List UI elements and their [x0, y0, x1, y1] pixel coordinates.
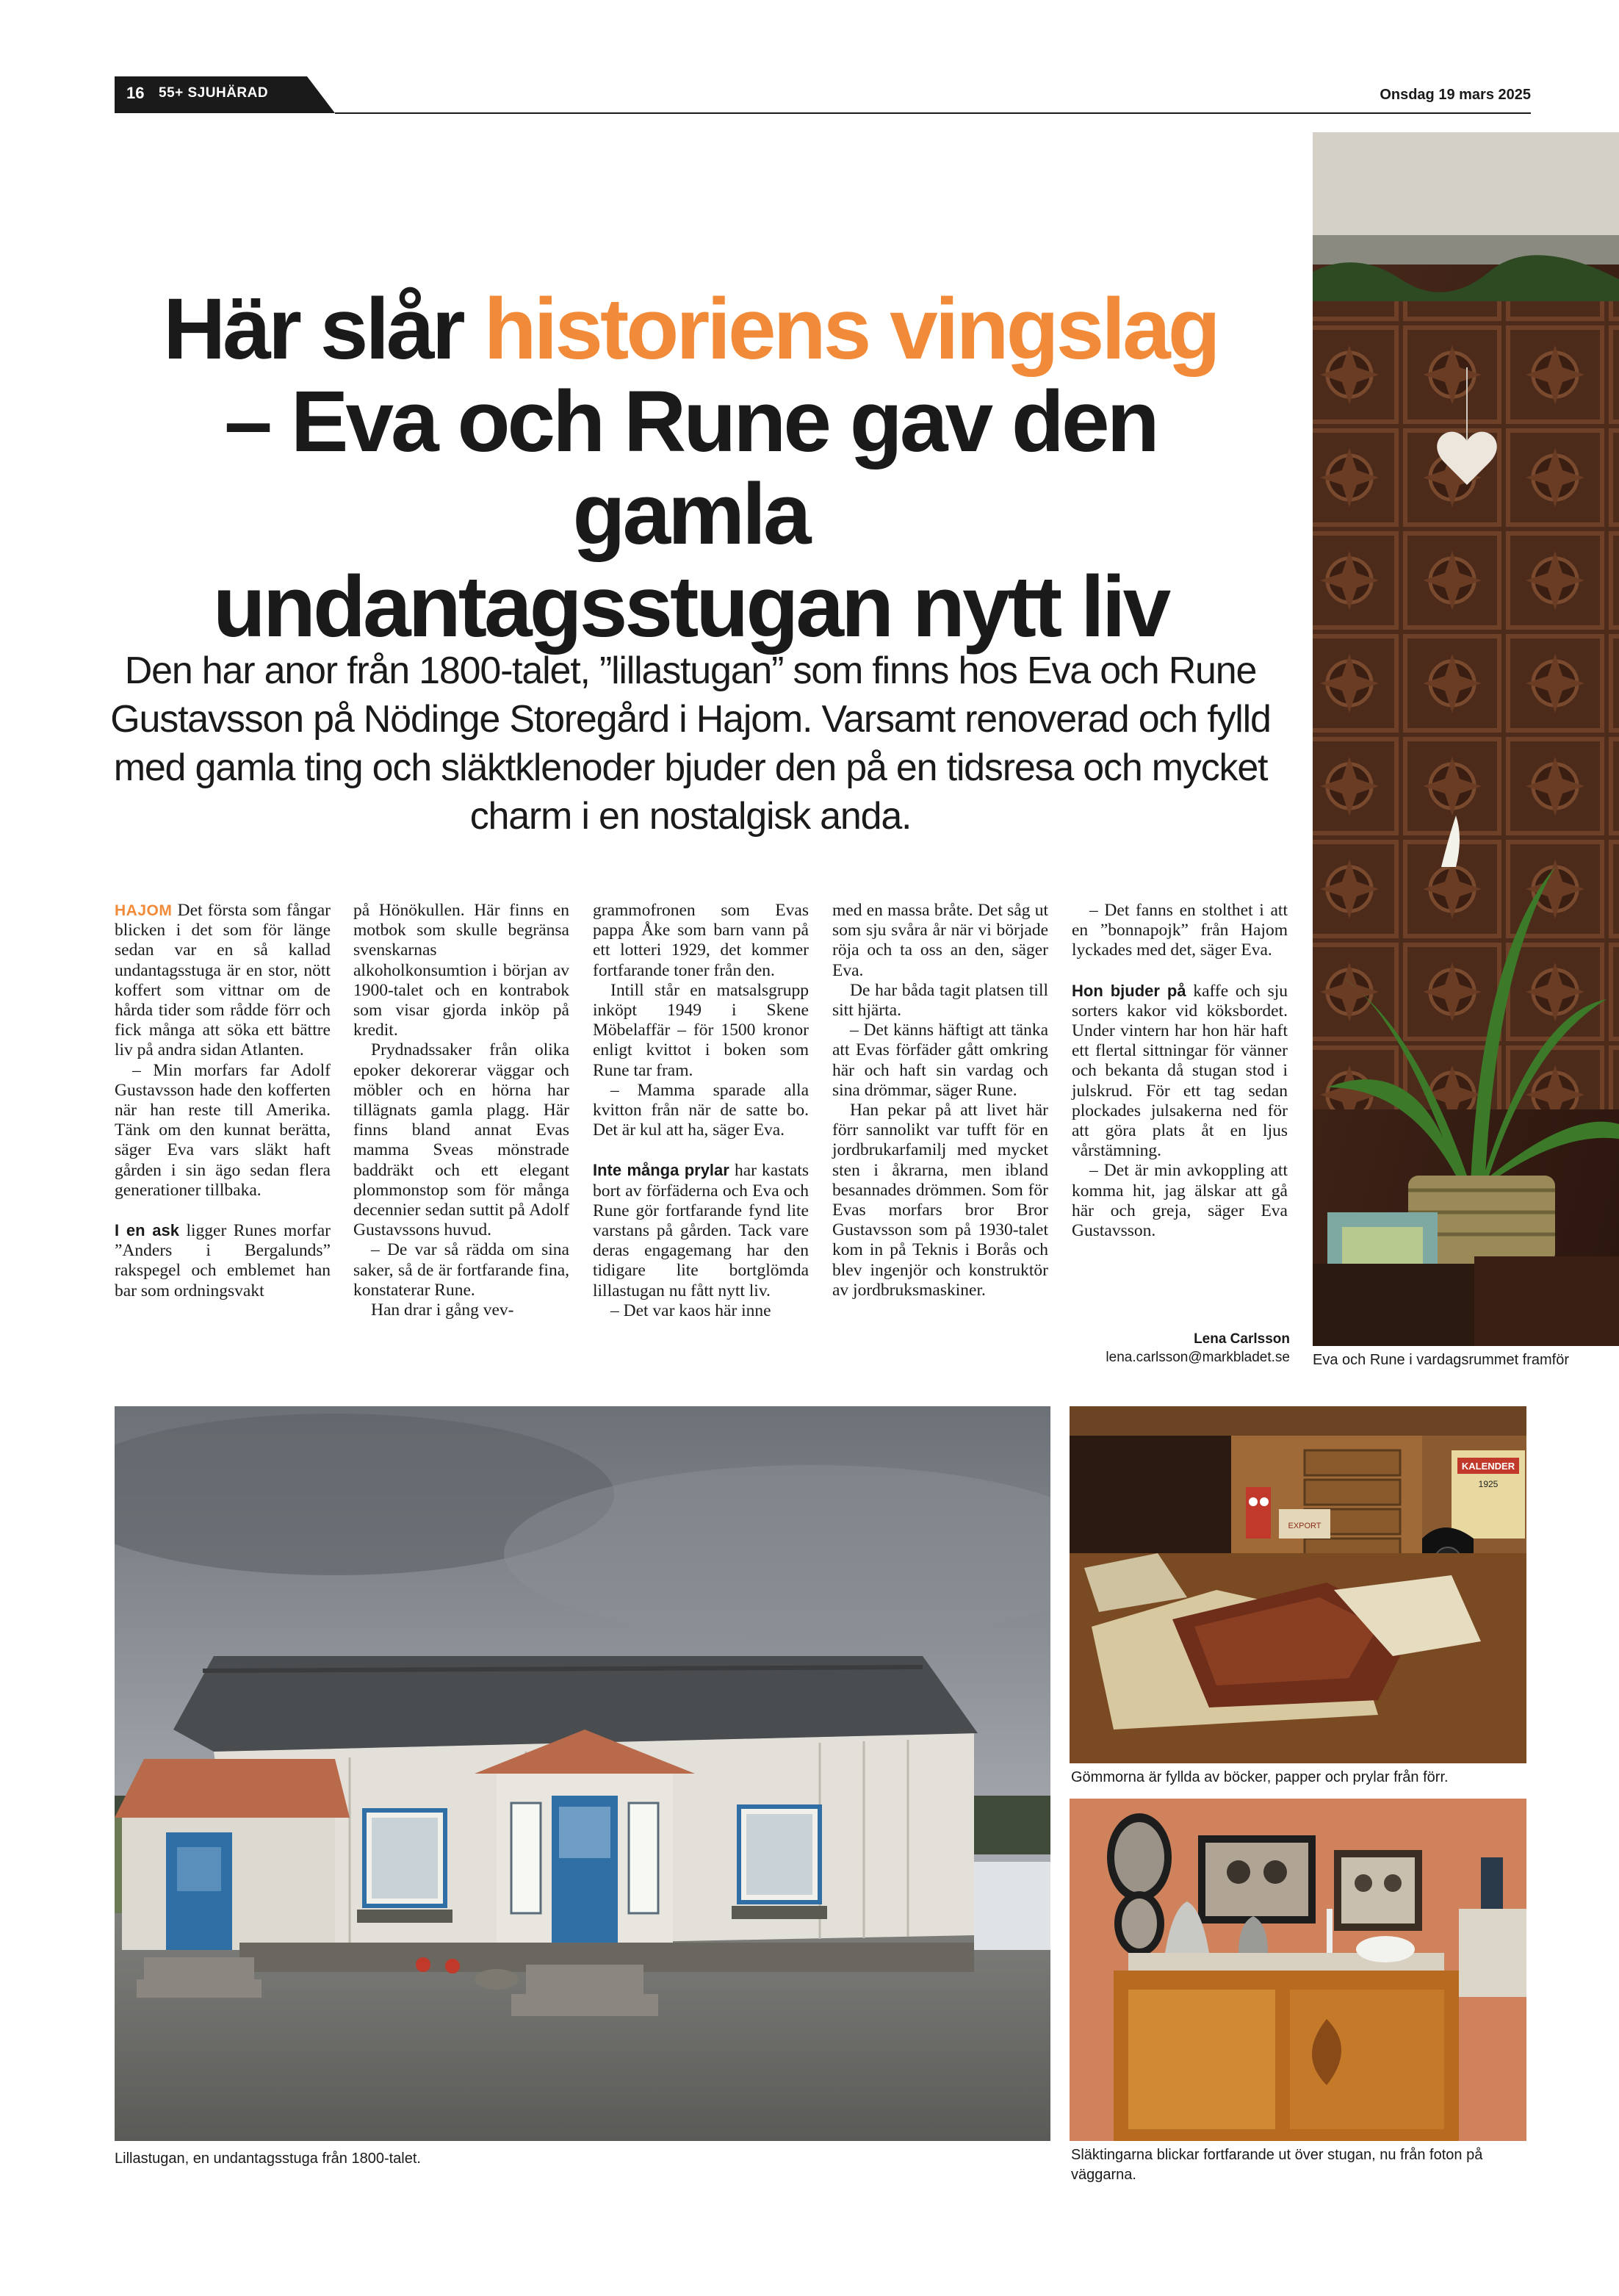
col4-p3: – Det känns häftigt att tänka att Evas förfäder gått omkring här och haft sin vardag och sina drömmar, säger Rune.: [832, 1021, 1048, 1100]
col5-kicker: Hon bjuder på: [1072, 981, 1186, 1000]
col3-p5: – Det var kaos här inne: [610, 1300, 771, 1320]
house-caption: Lillastugan, en undantagsstuga från 1800-talet.: [115, 2151, 421, 2167]
stove-photo: [1313, 132, 1619, 1346]
col2-p1: på Hönökullen. Här finns en motbok som skulle begränsa svenskarnas alkoholkonsumtion i början av 1900-talet och en kontrabok som visar gjorda inköp på kredit.: [353, 901, 569, 1040]
col3-p2: Intill står en matsalsgrupp inköpt 1949 i Skene Möbelaffär – för 1500 kronor enligt kvittot i boken som Rune tar fram.: [593, 980, 809, 1080]
article-column-4: [832, 901, 1048, 1300]
article-column-1: [115, 901, 331, 1301]
article-column-2: [353, 901, 569, 1320]
desk-caption: Gömmorna är fyllda av böcker, papper och prylar från förr.: [1071, 1769, 1449, 1785]
col5-p1: – Det fanns en stolthet i att en ”bonnapojk” från Hajom lyckades med det, säger Eva.: [1072, 901, 1288, 960]
col1-kicker: I en ask: [115, 1221, 179, 1240]
byline: [1106, 1330, 1290, 1367]
headline-accent: historiens vingslag: [483, 281, 1218, 378]
stove-caption: Eva och Rune i vardagsrummet framför: [1313, 1352, 1570, 1368]
headline: [110, 283, 1271, 653]
col1-p1: Det första som fångar blicken i det som för länge sedan var en så kallad undantagsstuga är en stor, nött koffert som vittnar om de hårda tider som rådde förr och fick många att söka ett bättre liv på andra sidan Atlanten.: [115, 901, 331, 1060]
lead-paragraph: Den har anor från 1800-talet, ”lillastugan” som finns hos Eva och Rune Gustavsson på Nödinge Storegård i Hajom. Varsamt renoverad och fylld med gamla ting och släktklenoder bjuder den på en tidsresa och mycket charm i en nostalgisk anda.: [110, 649, 1271, 838]
col1-p2: – Min morfars far Adolf Gustavsson hade den kofferten när han reste till Amerika. Tänk om den kunnat berätta, säger Eva vars släkt haft gården i sin ägo sedan flera generationer tillbaka.: [115, 1060, 331, 1200]
col3-kicker: Inte många prylar: [593, 1161, 729, 1180]
issue-date: Onsdag 19 mars 2025: [1380, 87, 1531, 103]
headline-line3: undantagsstugan nytt liv: [212, 558, 1169, 655]
headline-line2: – Eva och Rune gav den gamla: [224, 373, 1157, 563]
col5-p2: kaffe och sju sorters kakor vid köksbordet. Under vintern har hon här haft ett flertal sittningar för vänner och bekanta då stugan stod i julskrud. För ett tag sedan plockades julsakerna ned för att göra plats åt en ljus vårstämning.: [1072, 981, 1288, 1161]
col3-p3: – Mamma sparade alla kvitton från när de satte bo. Det är kul att ha, säger Eva.: [593, 1080, 809, 1140]
portraits-caption: Släktingarna blickar fortfarande ut över stugan, nu från foton på väggarna.: [1071, 2147, 1483, 2183]
col3-p1: grammofronen som Evas pappa Åke som barn vann på ett lotteri 1929, det kommer fortfarande toner från den.: [593, 901, 809, 980]
dateline: HAJOM: [115, 902, 173, 919]
byline-email[interactable]: lena.carlsson@markbladet.se: [1106, 1350, 1290, 1365]
col4-p4: Han pekar på att livet här förr sannolikt var tufft för en jordbrukarfamilj med mycket sten i åkrarna, men ibland besannades drömmen. Som för Evas morfars bror Bror Gustavsson som på 1930-talet kom in på Teknis i Borås och blev ingenjör och konstruktör av jordbruksmaskiner.: [832, 1101, 1048, 1300]
tin-label: EXPORT: [1288, 1522, 1321, 1530]
col4-p1: med en massa bråte. Det såg ut som sju svåra år när vi började röja och ta oss an den, säger Eva.: [832, 901, 1048, 980]
byline-name: Lena Carlsson: [1194, 1331, 1290, 1347]
calendar-label: KALENDER: [1461, 1461, 1515, 1472]
portraits-photo: [1070, 1799, 1526, 2141]
desk-photo: [1070, 1406, 1526, 1763]
house-photo: [115, 1406, 1050, 2141]
col1-p3: ligger Runes morfar ”Anders i Bergalunds” rakspegel och emblemet han bar som ordningsvakt: [115, 1221, 331, 1300]
article-column-5: [1072, 901, 1288, 1241]
col4-p2: De har båda tagit platsen till sitt hjärta.: [832, 980, 1048, 1021]
header-rule: [335, 112, 1531, 114]
page-number: 16: [126, 84, 145, 102]
headline-part1: Här slår: [163, 281, 484, 378]
section-name: 55+ SJUHÄRAD: [159, 85, 269, 101]
col2-p2: Prydnadssaker från olika epoker dekorerar väggar och möbler och en hörna har tillägnats gamla plagg. Här finns bland annat Evas mamma Sveas mönstrade baddräkt och ett elegant plommonstop som för många decennier sedan suttit på Adolf Gustavssons huvud.: [353, 1040, 569, 1240]
calendar-year: 1925: [1478, 1479, 1499, 1489]
col2-p4: Han drar i gång vev-: [371, 1300, 514, 1320]
col5-p3: – Det är min avkoppling att komma hit, jag älskar att gå här och greja, säger Eva Gustavsson.: [1072, 1161, 1288, 1241]
article-column-3: [593, 901, 809, 1321]
col3-p4: har kastats bort av förfäderna och Eva och Rune gör fortfarande fynd lite varstans på gården. Tack vare deras engagemang har den tidigare lite bortglömda lillastugan nu fått nytt liv.: [593, 1161, 810, 1300]
col2-p3: – De var så rädda om sina saker, så de är fortfarande fina, konstaterar Rune.: [353, 1240, 569, 1300]
